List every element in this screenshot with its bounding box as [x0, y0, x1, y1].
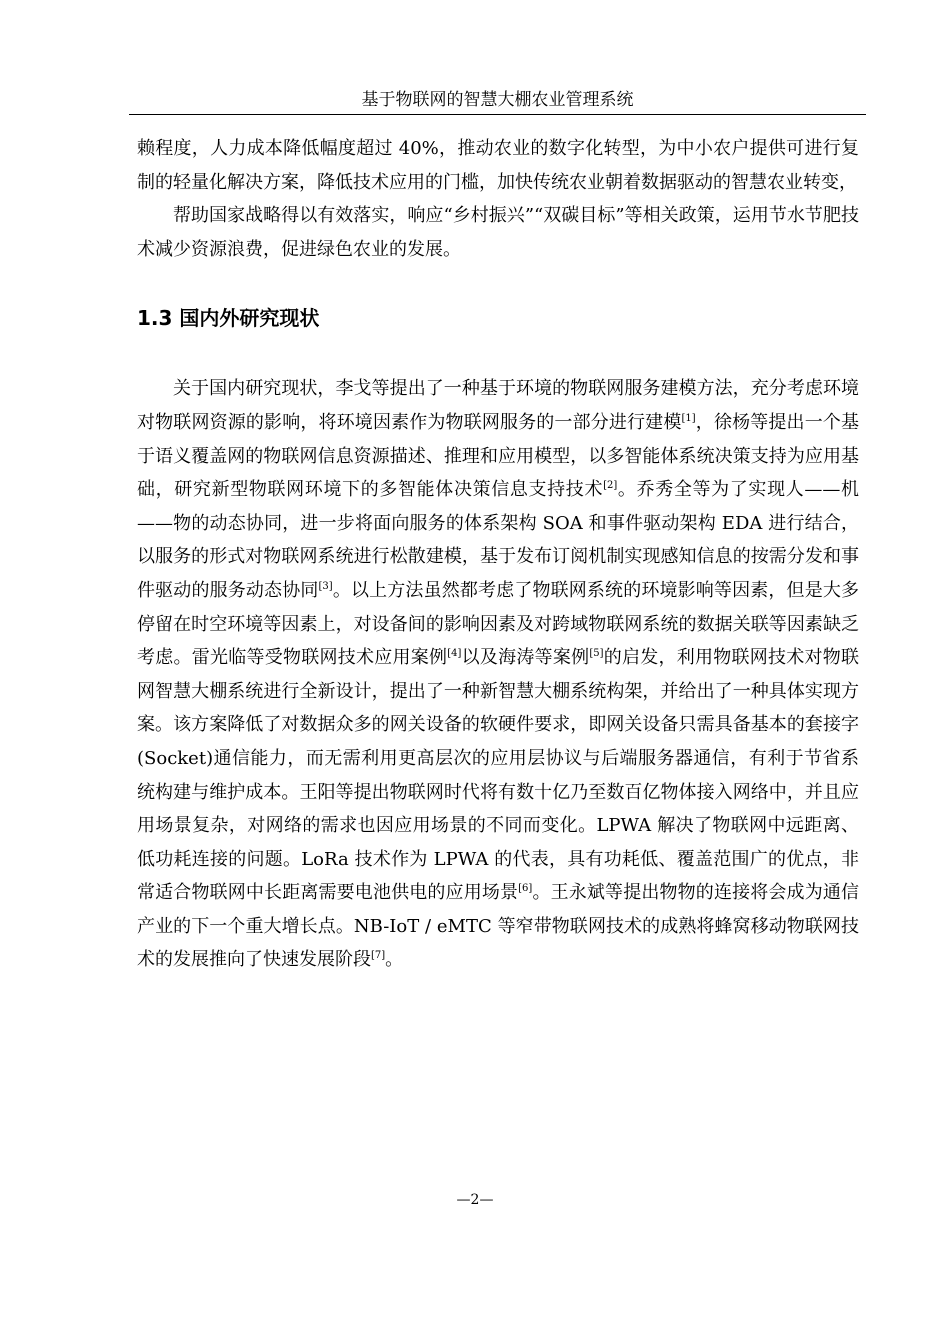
citation-ref-1: [1]: [681, 412, 696, 424]
citation-ref-5: [5]: [589, 648, 604, 660]
research-text-5: 以及海涛等案例: [461, 647, 590, 669]
citation-ref-3: [3]: [318, 580, 333, 592]
paragraph-policy: 帮助国家战略得以有效落实，响应“乡村振兴”“双碳目标”等相关政策，运用节水节肥技术减少资源浪费，促进绿色农业的发展。: [137, 205, 859, 260]
citation-ref-4: [4]: [447, 648, 462, 660]
running-header: 基于物联网的智慧大棚农业管理系统: [129, 86, 866, 115]
paragraph-continued: 赖程度，人力成本降低幅度超过 40%，推动农业的数字化转型，为中小农户提供可进行复制的轻量化解决方案，降低技术应用的门槛，加快传统农业朝着数据驱动的智慧农业转变，: [137, 138, 859, 193]
citation-ref-6: [6]: [518, 883, 533, 895]
research-text-2: ，徐杨等提出一个基于语义覆盖网的物联网信息资源描述、推理和应用模型，以多智能体系统决策支持为应用基础，研究新型物联网环境下的多智能体决策信息支持技术: [137, 411, 860, 501]
research-text-8: 。: [385, 949, 404, 971]
paragraph-research-status: [137, 372, 859, 977]
research-text-7: 。王永斌等提出物物的连接将会成为通信产业的下一个重大增长点。NB-IoT / eMTC 等窄带物联网技术的成熟将蜂窝移动物联网技术的发展推向了快速发展阶段: [137, 882, 860, 971]
page-body: [137, 132, 859, 977]
page-number: —2—: [456, 1192, 494, 1208]
research-text-3: 。乔秀全等为了实现人——机——物的动态协同，进一步将面向服务的体系架构 SOA 和事件驱动架构 EDA 进行结合，以服务的形式对物联网系统进行松散建模，基于发布订阅机制实现感知信息的按需分发和事件驱动的服务动态协同: [137, 479, 860, 601]
section-heading: 1.3 国内外研究现状: [137, 306, 320, 331]
research-text-4: 。以上方法虽然都考虑了物联网系统的环境影响等因素，但是大多停留在时空环境等因素上，对设备间的影响因素及对跨域物联网系统的数据关联等因素缺乏考虑。雷光临等受物联网技术应用案例: [137, 579, 860, 669]
citation-ref-2: [2]: [603, 480, 618, 492]
citation-ref-7: [7]: [371, 950, 386, 962]
research-text-1: 关于国内研究现状，李戈等提出了一种基于环境的物联网服务建模方法，充分考虑环境对物联网资源的影响，将环境因素作为物联网服务的一部分进行建模: [137, 378, 859, 433]
research-text-6: 的启发，利用物联网技术对物联网智慧大棚系统进行全新设计，提出了一种新智慧大棚系统构架，并给出了一种具体实现方案。该方案降低了对数据众多的网关设备的软硬件要求，即网关设备只需具备基本的套接字(Socket)通信能力，而无需利用更高层次的应用层协议与后端服务器通信，有利于节省系统构建与维护成本。王阳等提出物联网时代将有数十亿乃至数百亿物体接入网络中，并且应用场景复杂，对网络的需求也因应用场景的不同而变化。LPWA 解决了物联网中远距离、低功耗连接的问题。LoRa 技术作为 LPWA 的代表，具有功耗低、覆盖范围广的优点，非常适合物联网中长距离需要电池供电的应用场景: [137, 647, 860, 904]
